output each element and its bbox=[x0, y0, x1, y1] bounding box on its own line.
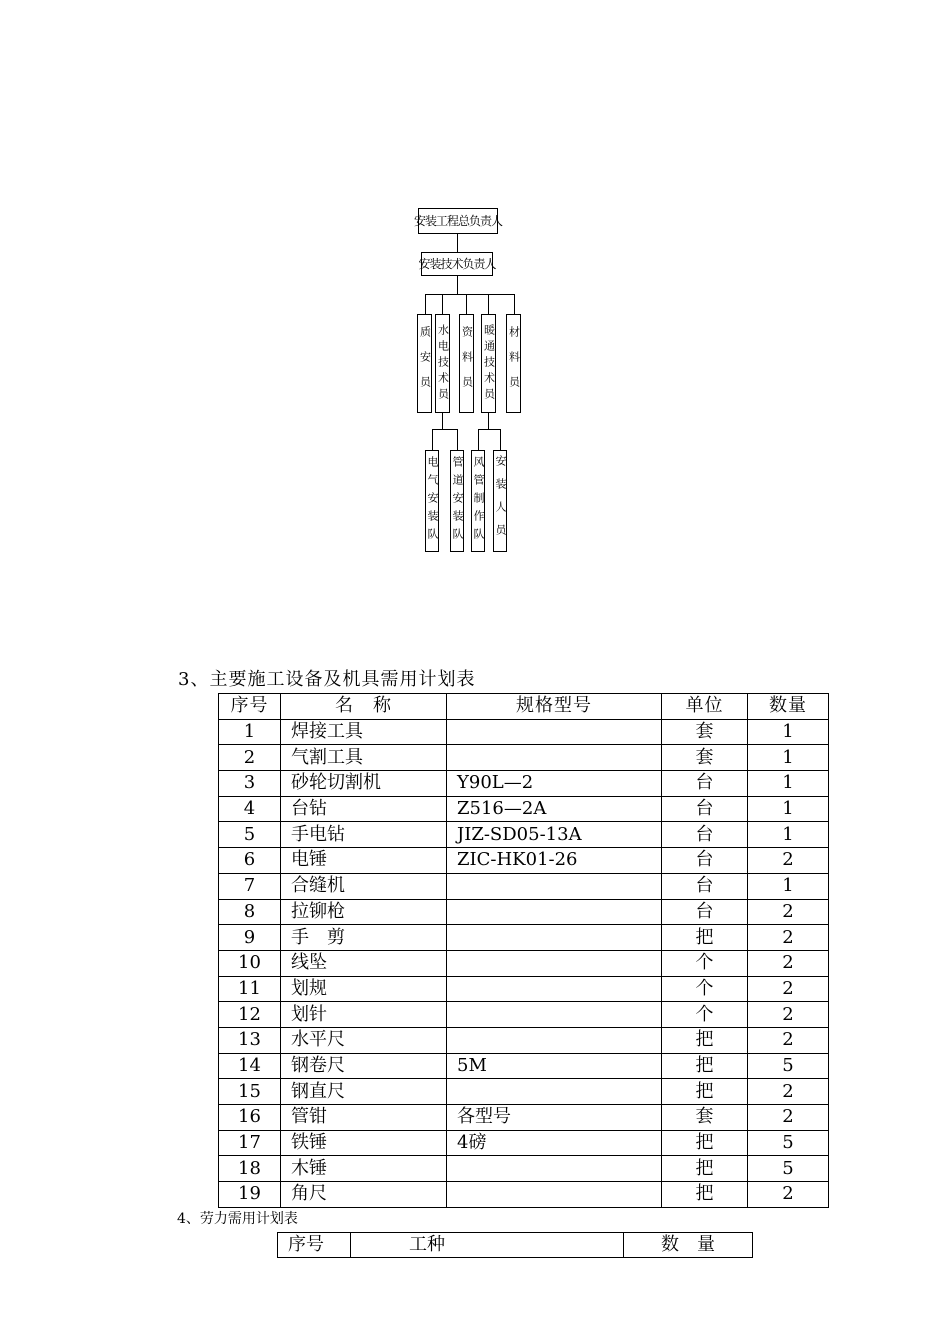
org-level3-box bbox=[481, 314, 496, 413]
org-level4-box bbox=[493, 450, 507, 552]
table-cell: Y90L—2 bbox=[447, 771, 662, 797]
org-level3-box bbox=[506, 314, 521, 413]
table-cell: 2 bbox=[748, 848, 829, 874]
org-level4-box bbox=[425, 450, 439, 552]
table-cell: 8 bbox=[219, 899, 281, 925]
table-cell: 套 bbox=[662, 719, 748, 745]
table-cell: 11 bbox=[219, 976, 281, 1002]
org-second-box bbox=[418, 252, 496, 276]
table-cell: 2 bbox=[748, 1027, 829, 1053]
table-cell: 16 bbox=[219, 1105, 281, 1131]
table-row bbox=[219, 1079, 829, 1105]
table-cell: 个 bbox=[662, 976, 748, 1002]
connector bbox=[466, 294, 467, 314]
table-cell: 1 bbox=[748, 719, 829, 745]
table-cell: 把 bbox=[662, 1130, 748, 1156]
connector bbox=[488, 294, 489, 314]
table-cell: 木锤 bbox=[281, 1156, 447, 1182]
table-cell bbox=[447, 1156, 662, 1182]
connector bbox=[425, 294, 515, 295]
table-row bbox=[219, 1027, 829, 1053]
table-cell: 把 bbox=[662, 925, 748, 951]
table-cell: 划针 bbox=[281, 1002, 447, 1028]
table-cell: 水平尺 bbox=[281, 1027, 447, 1053]
table-cell: 角尺 bbox=[281, 1182, 447, 1208]
connector bbox=[488, 413, 489, 429]
table-cell: 个 bbox=[662, 1002, 748, 1028]
table-row bbox=[219, 950, 829, 976]
table-row bbox=[219, 796, 829, 822]
header-cell: 数 量 bbox=[624, 1233, 753, 1258]
org-level4-box bbox=[450, 450, 464, 552]
org-level3-box bbox=[459, 314, 474, 413]
table-cell: 电锤 bbox=[281, 848, 447, 874]
table-row bbox=[219, 925, 829, 951]
table-header-row bbox=[219, 694, 829, 720]
table-row bbox=[219, 1053, 829, 1079]
table-cell bbox=[447, 899, 662, 925]
table-cell: 2 bbox=[748, 1079, 829, 1105]
table-cell: 12 bbox=[219, 1002, 281, 1028]
connector bbox=[500, 429, 501, 450]
table-cell: 拉铆枪 bbox=[281, 899, 447, 925]
table-cell bbox=[447, 950, 662, 976]
table-cell bbox=[447, 873, 662, 899]
connector bbox=[432, 429, 433, 450]
header-cell: 名 称 bbox=[281, 694, 447, 720]
table-cell: Z516—2A bbox=[447, 796, 662, 822]
table-cell: 4 bbox=[219, 796, 281, 822]
table-cell: 把 bbox=[662, 1156, 748, 1182]
org-level4-label: 电气安装队 bbox=[426, 456, 439, 546]
header-cell: 工种 bbox=[351, 1233, 624, 1258]
header-cell: 单位 bbox=[662, 694, 748, 720]
connector bbox=[442, 294, 443, 314]
table-cell bbox=[447, 1027, 662, 1053]
connector bbox=[442, 413, 443, 429]
equipment-table bbox=[218, 693, 829, 1208]
table-row bbox=[219, 1156, 829, 1182]
table-cell: 10 bbox=[219, 950, 281, 976]
table-cell: 5 bbox=[748, 1053, 829, 1079]
table-row bbox=[219, 976, 829, 1002]
table-cell: 台 bbox=[662, 822, 748, 848]
table-row bbox=[219, 873, 829, 899]
table-cell bbox=[447, 719, 662, 745]
table-cell: 4磅 bbox=[447, 1130, 662, 1156]
table-cell: 2 bbox=[748, 1182, 829, 1208]
table-cell: 台 bbox=[662, 771, 748, 797]
table-cell: 把 bbox=[662, 1027, 748, 1053]
org-level3-label: 质安员 bbox=[418, 326, 432, 401]
table-cell: 2 bbox=[748, 1002, 829, 1028]
table-cell: 1 bbox=[219, 719, 281, 745]
table-cell: 1 bbox=[748, 745, 829, 771]
connector bbox=[478, 429, 501, 430]
table-cell: 线坠 bbox=[281, 950, 447, 976]
equipment-section-title: 3、主要施工设备及机具需用计划表 bbox=[178, 669, 476, 690]
table-row bbox=[219, 1105, 829, 1131]
connector bbox=[425, 294, 426, 314]
connector bbox=[457, 276, 458, 294]
table-cell: 2 bbox=[219, 745, 281, 771]
org-level3-label: 水电技术员 bbox=[436, 323, 450, 404]
table-cell: 把 bbox=[662, 1053, 748, 1079]
labor-table bbox=[277, 1232, 753, 1258]
table-cell: 18 bbox=[219, 1156, 281, 1182]
org-chart bbox=[0, 0, 950, 600]
table-row bbox=[219, 1002, 829, 1028]
table-cell: 台 bbox=[662, 899, 748, 925]
table-cell bbox=[447, 976, 662, 1002]
connector bbox=[432, 429, 458, 430]
table-cell: 14 bbox=[219, 1053, 281, 1079]
table-cell: 手电钻 bbox=[281, 822, 447, 848]
table-cell bbox=[447, 1079, 662, 1105]
table-cell: 1 bbox=[748, 771, 829, 797]
table-cell: 17 bbox=[219, 1130, 281, 1156]
table-cell: 气割工具 bbox=[281, 745, 447, 771]
table-cell: 7 bbox=[219, 873, 281, 899]
table-cell: 3 bbox=[219, 771, 281, 797]
table-cell: 套 bbox=[662, 745, 748, 771]
table-cell: 5 bbox=[748, 1156, 829, 1182]
org-level3-box bbox=[435, 314, 450, 413]
table-row bbox=[219, 719, 829, 745]
table-cell: 各型号 bbox=[447, 1105, 662, 1131]
table-cell: 管钳 bbox=[281, 1105, 447, 1131]
org-level3-label: 资料员 bbox=[460, 326, 474, 401]
table-cell bbox=[447, 1002, 662, 1028]
org-top-label: 安装工程总负责人 bbox=[414, 214, 503, 228]
table-cell: 台钻 bbox=[281, 796, 447, 822]
table-cell: 5 bbox=[748, 1130, 829, 1156]
table-cell: 15 bbox=[219, 1079, 281, 1105]
table-cell: 9 bbox=[219, 925, 281, 951]
table-cell: 砂轮切割机 bbox=[281, 771, 447, 797]
org-level4-label: 安装人员 bbox=[494, 455, 507, 547]
org-level3-box bbox=[417, 314, 432, 413]
table-cell: 钢直尺 bbox=[281, 1079, 447, 1105]
table-cell bbox=[447, 1182, 662, 1208]
org-top-box bbox=[414, 208, 503, 234]
table-cell: 把 bbox=[662, 1079, 748, 1105]
table-cell: 铁锤 bbox=[281, 1130, 447, 1156]
header-cell: 数量 bbox=[748, 694, 829, 720]
connector bbox=[457, 429, 458, 450]
org-level4-box bbox=[471, 450, 485, 552]
header-cell: 序号 bbox=[278, 1233, 351, 1258]
labor-section-title: 4、劳力需用计划表 bbox=[177, 1211, 298, 1227]
table-cell: 台 bbox=[662, 796, 748, 822]
org-second-label: 安装技术负责人 bbox=[418, 257, 496, 271]
table-cell: 焊接工具 bbox=[281, 719, 447, 745]
table-row bbox=[219, 822, 829, 848]
table-cell: 6 bbox=[219, 848, 281, 874]
table-row bbox=[219, 745, 829, 771]
org-level3-label: 材料员 bbox=[507, 326, 521, 401]
table-cell: 2 bbox=[748, 950, 829, 976]
table-row bbox=[219, 1182, 829, 1208]
table-cell: 2 bbox=[748, 1105, 829, 1131]
table-cell: 1 bbox=[748, 822, 829, 848]
table-cell: 2 bbox=[748, 925, 829, 951]
table-cell: 台 bbox=[662, 873, 748, 899]
table-cell bbox=[447, 745, 662, 771]
table-cell: 把 bbox=[662, 1182, 748, 1208]
table-cell: 1 bbox=[748, 873, 829, 899]
table-cell: ZIC-HK01-26 bbox=[447, 848, 662, 874]
table-row bbox=[219, 899, 829, 925]
header-cell: 规格型号 bbox=[447, 694, 662, 720]
table-cell: 合缝机 bbox=[281, 873, 447, 899]
table-cell: 1 bbox=[748, 796, 829, 822]
org-level3-label: 暖通技术员 bbox=[482, 323, 496, 404]
table-cell: 台 bbox=[662, 848, 748, 874]
connector bbox=[457, 234, 458, 252]
connector bbox=[514, 294, 515, 314]
table-cell: 19 bbox=[219, 1182, 281, 1208]
org-level4-label: 管道安装队 bbox=[451, 456, 464, 546]
table-cell: 2 bbox=[748, 976, 829, 1002]
table-cell: 2 bbox=[748, 899, 829, 925]
connector bbox=[478, 429, 479, 450]
table-cell: 套 bbox=[662, 1105, 748, 1131]
table-cell: 手 剪 bbox=[281, 925, 447, 951]
table-cell: 5M bbox=[447, 1053, 662, 1079]
table-cell: 钢卷尺 bbox=[281, 1053, 447, 1079]
table-cell: JIZ-SD05-13A bbox=[447, 822, 662, 848]
table-cell: 划规 bbox=[281, 976, 447, 1002]
table-row bbox=[219, 1130, 829, 1156]
table-cell: 5 bbox=[219, 822, 281, 848]
header-cell: 序号 bbox=[219, 694, 281, 720]
table-cell bbox=[447, 925, 662, 951]
table-row bbox=[219, 848, 829, 874]
table-cell: 13 bbox=[219, 1027, 281, 1053]
table-cell: 个 bbox=[662, 950, 748, 976]
org-level4-label: 风管制作队 bbox=[472, 456, 485, 546]
table-header-row bbox=[278, 1233, 753, 1258]
table-row bbox=[219, 771, 829, 797]
